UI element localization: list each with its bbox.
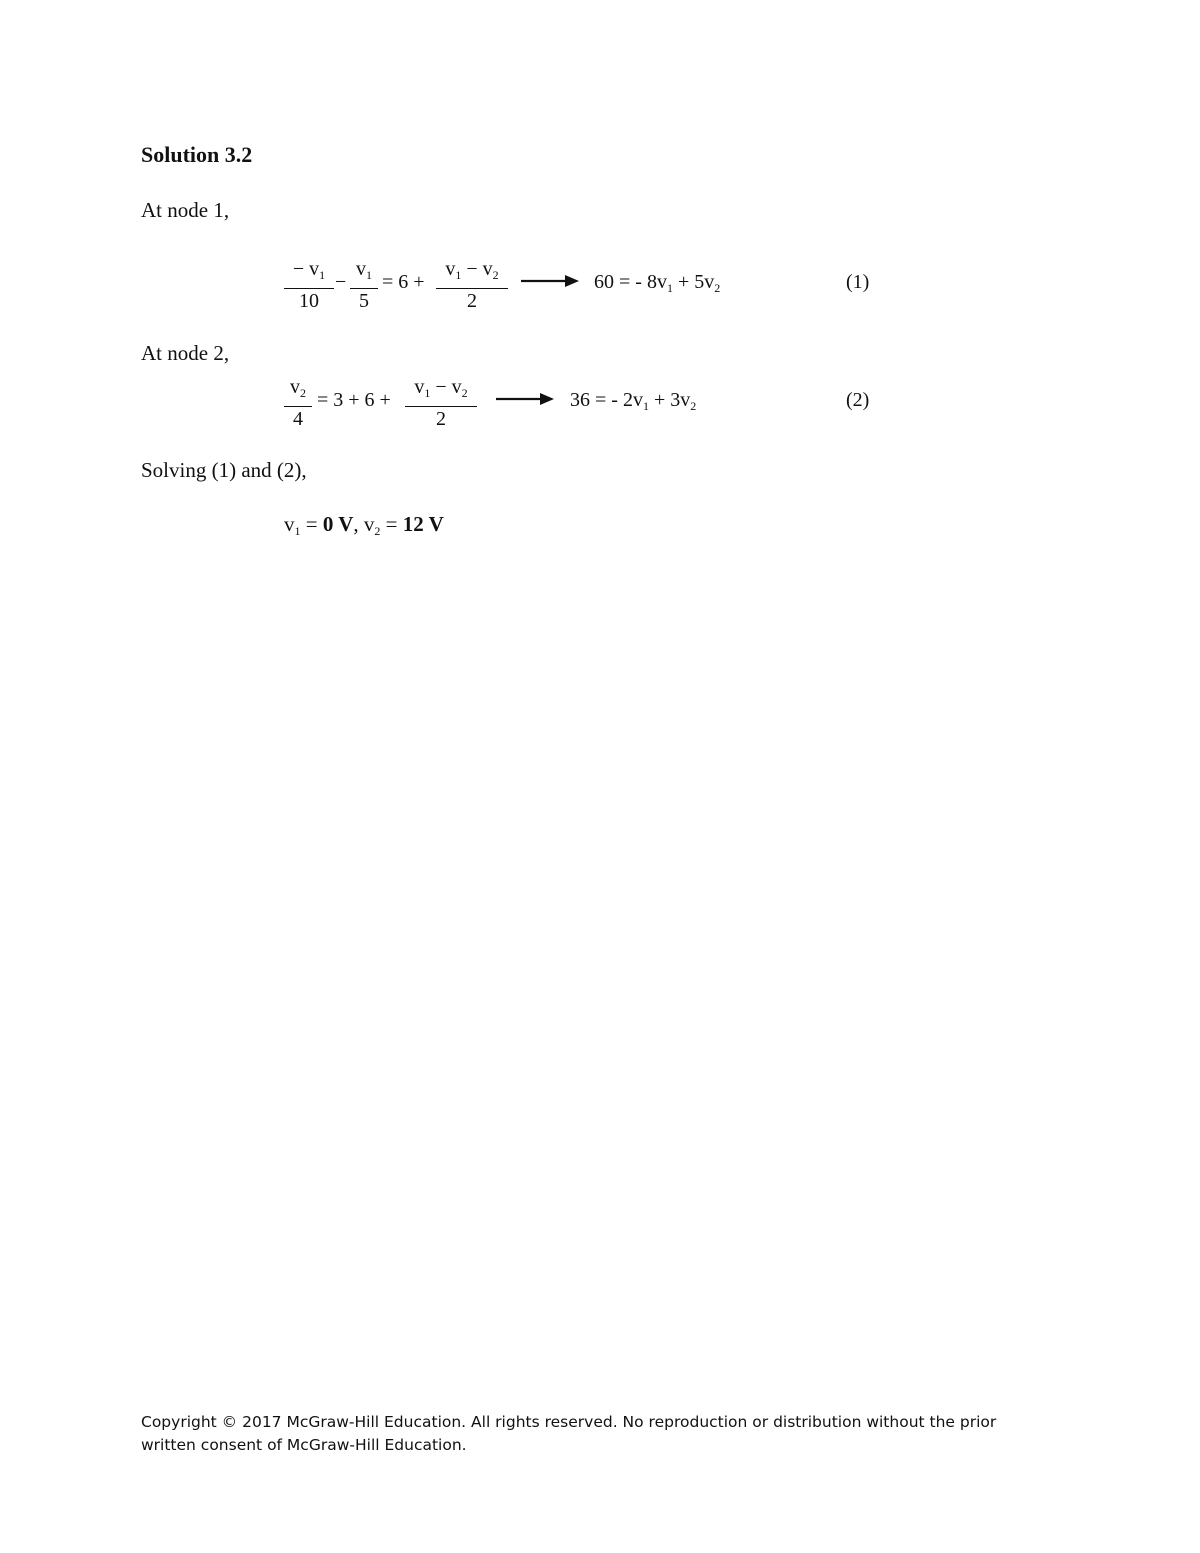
eq1-fraction-c: $v_1 - v_2$ 2 [436,259,508,311]
eq1-minus: − [335,271,347,293]
eq2-middle: = 3 + 6 + [317,389,391,411]
eq1-number: (1) [846,271,870,293]
node2-label: At node 2, [141,341,230,365]
node1-label: At node 1, [141,198,230,222]
footer-line-1: Copyright © 2017 McGraw-Hill Education. All rights reserved. No reproduction or distribution without the prior [141,1413,997,1431]
footer-line-2: written consent of McGraw-Hill Education. [141,1436,467,1454]
eq1-result: 60 = - $8v_1 + 5v_2$ [594,271,721,295]
final-answer: $v_1 = 0$ V, $v_2 = 12$ V [284,512,444,538]
eq2-fraction-a: $v_2$ 4 [284,377,312,429]
eq2-fraction-c: $v_1 - v_2$ 2 [405,377,477,429]
eq2-result: 36 = - $2v_1 + 3v_2$ [570,389,697,413]
arrow-icon [496,390,556,408]
copyright-footer [141,1411,1061,1457]
eq2-number: (2) [846,389,870,411]
eq1-fraction-a: − $v_1$ 10 [284,259,334,311]
solving-label: Solving (1) and (2), [141,458,307,482]
arrow-icon [521,272,581,290]
solution-title: Solution 3.2 [141,142,253,167]
eq1-middle: = 6 + [382,271,425,293]
eq1-fraction-b: $v_1$ 5 [350,259,378,311]
